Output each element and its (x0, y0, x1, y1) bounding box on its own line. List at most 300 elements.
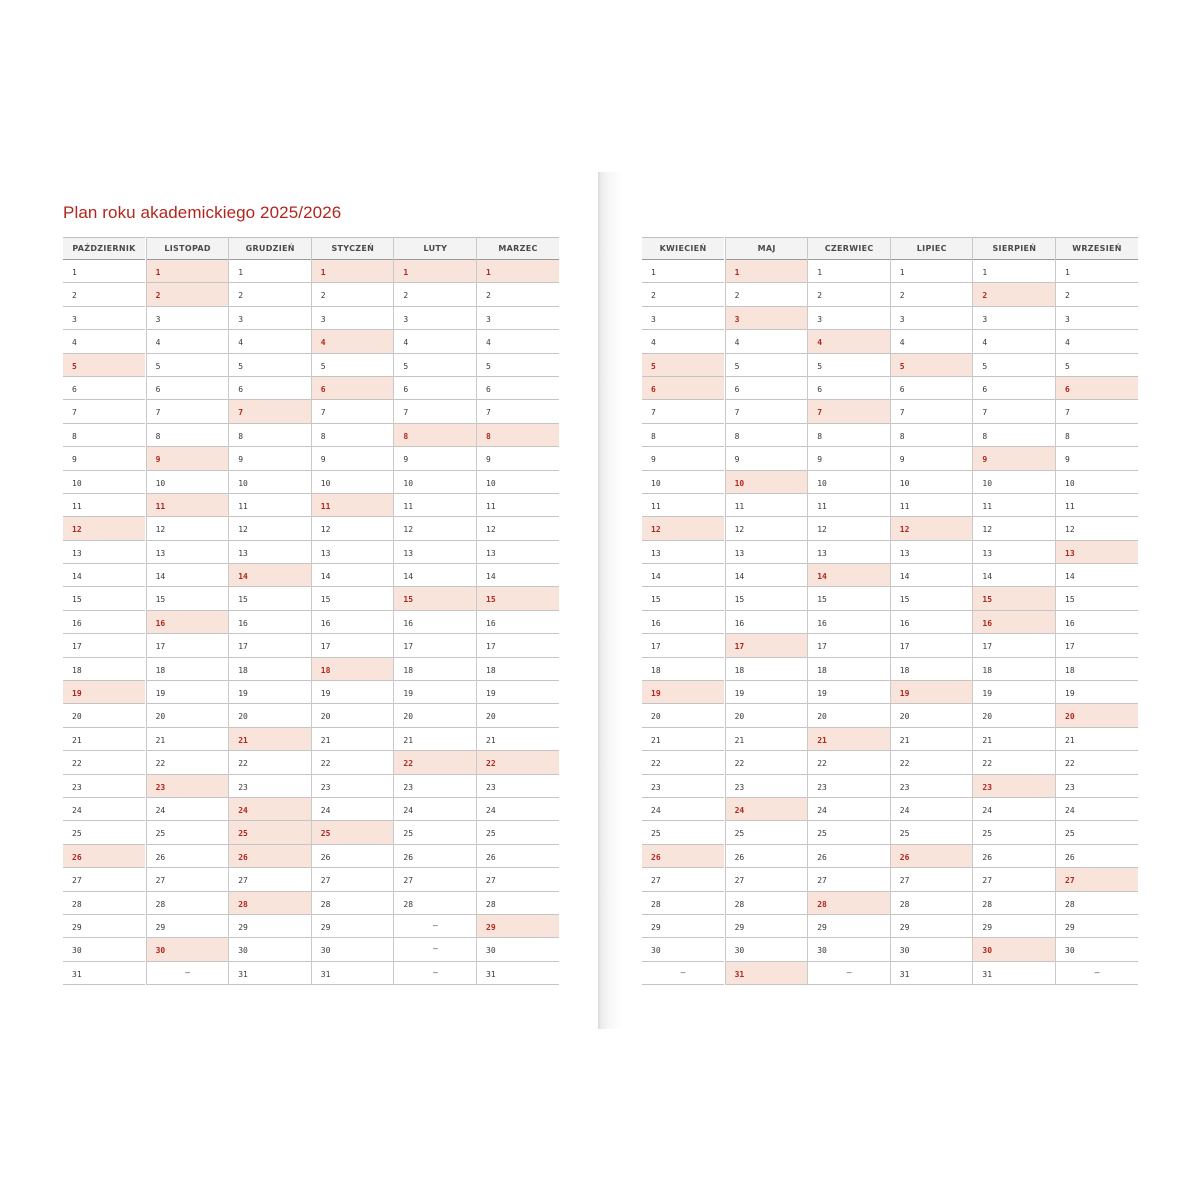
day-cell: 23 (229, 775, 311, 798)
month-header: CZERWIEC (808, 237, 890, 260)
day-cell: 28 (394, 892, 476, 915)
month-column (476, 237, 559, 985)
day-cell: 13 (394, 541, 476, 564)
day-cell: 5 (477, 354, 559, 377)
day-cell: 11 (808, 494, 890, 517)
day-cell-highlighted: 15 (477, 587, 559, 610)
month-column (725, 237, 808, 985)
day-cell-highlighted: 7 (229, 400, 311, 423)
day-cell-highlighted: 2 (973, 283, 1055, 306)
day-cell: 25 (808, 821, 890, 844)
day-cell: 3 (312, 307, 394, 330)
day-cell-empty: — (394, 938, 476, 961)
day-cell: 16 (394, 611, 476, 634)
day-cell: 13 (726, 541, 808, 564)
day-cell: 26 (312, 845, 394, 868)
day-cell: 8 (808, 424, 890, 447)
day-cell: 12 (394, 517, 476, 540)
month-column (890, 237, 973, 985)
day-cell: 4 (229, 330, 311, 353)
day-cell-empty: — (147, 962, 229, 985)
day-cell: 13 (312, 541, 394, 564)
day-cell-highlighted: 8 (394, 424, 476, 447)
day-cell: 23 (477, 775, 559, 798)
day-cell: 11 (477, 494, 559, 517)
day-cell: 18 (891, 658, 973, 681)
day-cell: 28 (891, 892, 973, 915)
day-cell: 19 (229, 681, 311, 704)
day-cell: 29 (229, 915, 311, 938)
day-cell: 10 (808, 471, 890, 494)
day-cell: 16 (229, 611, 311, 634)
day-cell: 7 (312, 400, 394, 423)
day-cell-highlighted: 24 (726, 798, 808, 821)
day-cell: 21 (1056, 728, 1138, 751)
day-cell: 20 (973, 704, 1055, 727)
day-cell: 24 (891, 798, 973, 821)
day-cell: 13 (973, 541, 1055, 564)
day-cell-empty: — (394, 915, 476, 938)
day-cell: 6 (147, 377, 229, 400)
day-cell: 1 (808, 260, 890, 283)
day-cell: 11 (394, 494, 476, 517)
day-cell: 28 (312, 892, 394, 915)
day-cell: 17 (312, 634, 394, 657)
day-cell: 3 (891, 307, 973, 330)
day-cell: 18 (808, 658, 890, 681)
day-cell: 16 (63, 611, 145, 634)
day-cell: 11 (891, 494, 973, 517)
day-cell-highlighted: 13 (1056, 541, 1138, 564)
day-cell: 15 (147, 587, 229, 610)
day-cell: 10 (312, 471, 394, 494)
day-cell: 9 (808, 447, 890, 470)
day-cell: 8 (147, 424, 229, 447)
day-cell: 16 (808, 611, 890, 634)
day-cell: 24 (477, 798, 559, 821)
day-cell-highlighted: 18 (312, 658, 394, 681)
month-column (311, 237, 394, 985)
day-cell: 22 (808, 751, 890, 774)
day-cell: 30 (726, 938, 808, 961)
day-cell: 4 (1056, 330, 1138, 353)
day-cell-highlighted: 1 (394, 260, 476, 283)
day-cell: 24 (808, 798, 890, 821)
day-cell: 7 (642, 400, 724, 423)
day-cell: 21 (642, 728, 724, 751)
month-column (146, 237, 229, 985)
day-cell: 27 (394, 868, 476, 891)
day-cell: 9 (477, 447, 559, 470)
day-cell: 1 (973, 260, 1055, 283)
day-cell: 7 (394, 400, 476, 423)
day-cell: 25 (477, 821, 559, 844)
day-cell: 14 (973, 564, 1055, 587)
day-cell: 18 (63, 658, 145, 681)
day-cell-highlighted: 1 (477, 260, 559, 283)
day-cell: 15 (229, 587, 311, 610)
day-cell: 8 (891, 424, 973, 447)
day-cell: 1 (229, 260, 311, 283)
day-cell: 16 (726, 611, 808, 634)
day-cell-highlighted: 19 (642, 681, 724, 704)
day-cell: 20 (642, 704, 724, 727)
day-cell: 9 (726, 447, 808, 470)
day-cell-highlighted: 15 (394, 587, 476, 610)
day-cell: 11 (973, 494, 1055, 517)
day-cell: 14 (477, 564, 559, 587)
day-cell-highlighted: 4 (312, 330, 394, 353)
day-cell-highlighted: 10 (726, 471, 808, 494)
day-cell: 11 (726, 494, 808, 517)
month-header: WRZESIEŃ (1056, 237, 1138, 260)
day-cell: 2 (808, 283, 890, 306)
day-cell-highlighted: 1 (312, 260, 394, 283)
day-cell: 22 (973, 751, 1055, 774)
day-cell: 28 (1056, 892, 1138, 915)
day-cell: 30 (1056, 938, 1138, 961)
day-cell: 30 (229, 938, 311, 961)
day-cell: 18 (147, 658, 229, 681)
day-cell-highlighted: 4 (808, 330, 890, 353)
day-cell-highlighted: 30 (147, 938, 229, 961)
day-cell: 17 (394, 634, 476, 657)
day-cell: 6 (973, 377, 1055, 400)
day-cell-highlighted: 6 (642, 377, 724, 400)
day-cell: 16 (477, 611, 559, 634)
day-cell: 24 (63, 798, 145, 821)
day-cell-highlighted: 28 (229, 892, 311, 915)
day-cell: 27 (891, 868, 973, 891)
day-cell: 11 (63, 494, 145, 517)
day-cell: 17 (808, 634, 890, 657)
day-cell: 6 (63, 377, 145, 400)
day-cell: 3 (394, 307, 476, 330)
day-cell: 23 (726, 775, 808, 798)
day-cell: 7 (726, 400, 808, 423)
day-cell: 19 (147, 681, 229, 704)
day-cell: 11 (642, 494, 724, 517)
day-cell: 24 (312, 798, 394, 821)
day-cell: 22 (312, 751, 394, 774)
day-cell: 12 (312, 517, 394, 540)
day-cell-highlighted: 5 (891, 354, 973, 377)
day-cell: 27 (642, 868, 724, 891)
day-cell: 10 (229, 471, 311, 494)
day-cell: 23 (394, 775, 476, 798)
day-cell: 30 (63, 938, 145, 961)
day-cell: 30 (891, 938, 973, 961)
day-cell: 16 (1056, 611, 1138, 634)
day-cell: 9 (642, 447, 724, 470)
day-cell: 31 (477, 962, 559, 985)
day-cell: 2 (642, 283, 724, 306)
day-cell: 29 (808, 915, 890, 938)
day-cell: 2 (63, 283, 145, 306)
day-cell: 26 (973, 845, 1055, 868)
day-cell: 19 (1056, 681, 1138, 704)
day-cell: 14 (891, 564, 973, 587)
day-cell: 14 (726, 564, 808, 587)
day-cell-highlighted: 6 (312, 377, 394, 400)
day-cell: 26 (147, 845, 229, 868)
day-cell-highlighted: 27 (1056, 868, 1138, 891)
day-cell-highlighted: 24 (229, 798, 311, 821)
month-header: MAJ (726, 237, 808, 260)
day-cell: 9 (312, 447, 394, 470)
day-cell: 25 (642, 821, 724, 844)
day-cell: 24 (1056, 798, 1138, 821)
month-column (642, 237, 724, 985)
month-header: LISTOPAD (147, 237, 229, 260)
day-cell: 15 (312, 587, 394, 610)
day-cell: 30 (642, 938, 724, 961)
day-cell: 13 (229, 541, 311, 564)
day-cell: 18 (229, 658, 311, 681)
day-cell: 1 (891, 260, 973, 283)
day-cell: 9 (891, 447, 973, 470)
day-cell: 2 (229, 283, 311, 306)
day-cell-highlighted: 14 (808, 564, 890, 587)
day-cell: 31 (312, 962, 394, 985)
day-cell: 4 (891, 330, 973, 353)
day-cell: 23 (63, 775, 145, 798)
day-cell: 17 (1056, 634, 1138, 657)
day-cell: 3 (147, 307, 229, 330)
day-cell: 22 (147, 751, 229, 774)
day-cell: 21 (973, 728, 1055, 751)
day-cell: 24 (973, 798, 1055, 821)
day-cell: 2 (477, 283, 559, 306)
day-cell: 19 (808, 681, 890, 704)
day-cell: 20 (229, 704, 311, 727)
day-cell-highlighted: 20 (1056, 704, 1138, 727)
month-column (807, 237, 890, 985)
day-cell: 20 (477, 704, 559, 727)
day-cell-highlighted: 11 (147, 494, 229, 517)
day-cell: 3 (229, 307, 311, 330)
day-cell: 28 (642, 892, 724, 915)
day-cell-empty: — (1056, 962, 1138, 985)
day-cell: 23 (891, 775, 973, 798)
day-cell: 3 (63, 307, 145, 330)
day-cell: 2 (1056, 283, 1138, 306)
day-cell-highlighted: 1 (147, 260, 229, 283)
day-cell: 14 (642, 564, 724, 587)
day-cell: 4 (147, 330, 229, 353)
day-cell: 5 (808, 354, 890, 377)
day-cell: 19 (312, 681, 394, 704)
day-cell: 1 (63, 260, 145, 283)
page-title: Plan roku akademickiego 2025/2026 (63, 203, 342, 222)
month-column (972, 237, 1055, 985)
day-cell: 27 (973, 868, 1055, 891)
month-header: LUTY (394, 237, 476, 260)
day-cell-highlighted: 25 (229, 821, 311, 844)
day-cell-highlighted: 23 (973, 775, 1055, 798)
day-cell-highlighted: 14 (229, 564, 311, 587)
day-cell: 13 (477, 541, 559, 564)
day-cell: 12 (726, 517, 808, 540)
day-cell: 15 (808, 587, 890, 610)
day-cell: 2 (726, 283, 808, 306)
day-cell: 5 (726, 354, 808, 377)
day-cell: 12 (477, 517, 559, 540)
day-cell: 3 (477, 307, 559, 330)
day-cell: 9 (394, 447, 476, 470)
day-cell: 12 (229, 517, 311, 540)
day-cell-highlighted: 1 (726, 260, 808, 283)
day-cell: 6 (229, 377, 311, 400)
day-cell: 19 (973, 681, 1055, 704)
day-cell-highlighted: 22 (477, 751, 559, 774)
day-cell: 27 (808, 868, 890, 891)
day-cell: 7 (891, 400, 973, 423)
day-cell: 4 (394, 330, 476, 353)
day-cell: 16 (312, 611, 394, 634)
day-cell: 11 (229, 494, 311, 517)
day-cell-empty: — (642, 962, 724, 985)
day-cell: 9 (63, 447, 145, 470)
day-cell-highlighted: 17 (726, 634, 808, 657)
day-cell-highlighted: 6 (1056, 377, 1138, 400)
day-cell: 29 (63, 915, 145, 938)
day-cell-highlighted: 26 (642, 845, 724, 868)
day-cell: 1 (642, 260, 724, 283)
day-cell: 15 (1056, 587, 1138, 610)
day-cell: 13 (147, 541, 229, 564)
day-cell: 6 (891, 377, 973, 400)
day-cell-highlighted: 9 (973, 447, 1055, 470)
day-cell-highlighted: 5 (642, 354, 724, 377)
day-cell: 29 (726, 915, 808, 938)
day-cell: 26 (1056, 845, 1138, 868)
day-cell: 20 (394, 704, 476, 727)
day-cell-highlighted: 12 (63, 517, 145, 540)
day-cell: 14 (312, 564, 394, 587)
day-cell: 2 (891, 283, 973, 306)
day-cell: 10 (642, 471, 724, 494)
day-cell-highlighted: 11 (312, 494, 394, 517)
day-cell: 27 (726, 868, 808, 891)
day-cell-empty: — (808, 962, 890, 985)
month-column (63, 237, 145, 985)
day-cell: 4 (973, 330, 1055, 353)
day-cell: 23 (642, 775, 724, 798)
day-cell-highlighted: 31 (726, 962, 808, 985)
day-cell: 21 (891, 728, 973, 751)
day-cell-highlighted: 26 (891, 845, 973, 868)
month-column (228, 237, 311, 985)
day-cell: 5 (312, 354, 394, 377)
day-cell: 27 (63, 868, 145, 891)
day-cell: 21 (63, 728, 145, 751)
day-cell: 24 (147, 798, 229, 821)
day-cell: 5 (147, 354, 229, 377)
day-cell: 25 (726, 821, 808, 844)
day-cell-highlighted: 22 (394, 751, 476, 774)
day-cell: 20 (891, 704, 973, 727)
day-cell: 8 (726, 424, 808, 447)
day-cell-highlighted: 23 (147, 775, 229, 798)
day-cell-highlighted: 21 (229, 728, 311, 751)
day-cell: 10 (394, 471, 476, 494)
day-cell: 25 (891, 821, 973, 844)
day-cell: 20 (808, 704, 890, 727)
day-cell: 10 (1056, 471, 1138, 494)
day-cell: 5 (229, 354, 311, 377)
day-cell-highlighted: 12 (891, 517, 973, 540)
day-cell: 12 (147, 517, 229, 540)
day-cell: 26 (477, 845, 559, 868)
day-cell: 16 (891, 611, 973, 634)
day-cell: 31 (973, 962, 1055, 985)
day-cell: 15 (726, 587, 808, 610)
month-header: KWIECIEŃ (642, 237, 724, 260)
day-cell: 20 (63, 704, 145, 727)
day-cell: 8 (312, 424, 394, 447)
day-cell: 14 (63, 564, 145, 587)
day-cell: 23 (808, 775, 890, 798)
day-cell: 9 (1056, 447, 1138, 470)
day-cell: 8 (973, 424, 1055, 447)
day-cell: 21 (312, 728, 394, 751)
day-cell: 22 (63, 751, 145, 774)
day-cell-highlighted: 30 (973, 938, 1055, 961)
day-cell: 10 (973, 471, 1055, 494)
day-cell: 20 (147, 704, 229, 727)
day-cell: 2 (312, 283, 394, 306)
day-cell: 11 (1056, 494, 1138, 517)
day-cell: 28 (973, 892, 1055, 915)
day-cell: 4 (726, 330, 808, 353)
day-cell: 19 (726, 681, 808, 704)
day-cell-highlighted: 16 (973, 611, 1055, 634)
day-cell: 22 (229, 751, 311, 774)
day-cell: 14 (147, 564, 229, 587)
day-cell: 7 (477, 400, 559, 423)
day-cell: 22 (726, 751, 808, 774)
day-cell-highlighted: 19 (891, 681, 973, 704)
day-cell: 8 (642, 424, 724, 447)
day-cell: 18 (973, 658, 1055, 681)
day-cell-highlighted: 28 (808, 892, 890, 915)
day-cell: 29 (1056, 915, 1138, 938)
day-cell: 13 (63, 541, 145, 564)
day-cell: 7 (147, 400, 229, 423)
day-cell-highlighted: 26 (229, 845, 311, 868)
day-cell: 28 (726, 892, 808, 915)
day-cell-highlighted: 2 (147, 283, 229, 306)
day-cell: 17 (973, 634, 1055, 657)
day-cell: 30 (477, 938, 559, 961)
month-header: MARZEC (477, 237, 559, 260)
day-cell: 26 (726, 845, 808, 868)
day-cell-highlighted: 25 (312, 821, 394, 844)
day-cell: 28 (147, 892, 229, 915)
month-column (393, 237, 476, 985)
day-cell: 20 (726, 704, 808, 727)
day-cell: 5 (1056, 354, 1138, 377)
day-cell: 25 (63, 821, 145, 844)
day-cell: 6 (726, 377, 808, 400)
day-cell: 21 (477, 728, 559, 751)
day-cell: 18 (477, 658, 559, 681)
day-cell: 27 (477, 868, 559, 891)
month-header: SIERPIEŃ (973, 237, 1055, 260)
day-cell: 18 (642, 658, 724, 681)
day-cell: 5 (394, 354, 476, 377)
